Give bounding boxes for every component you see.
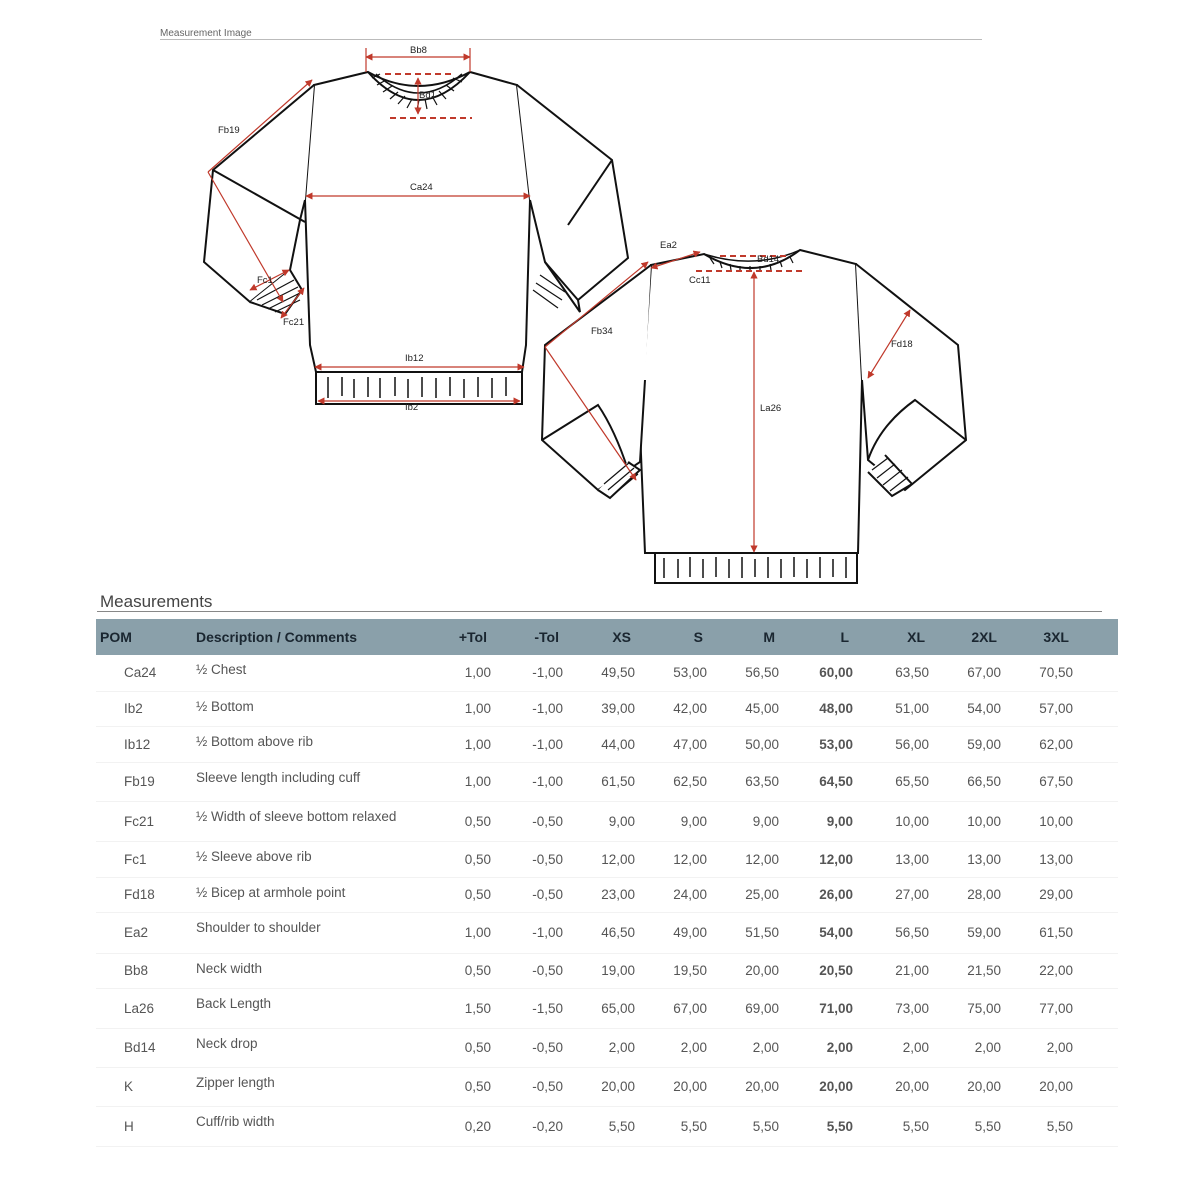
cell-tol-minus: -0,50 xyxy=(495,953,567,988)
cell-l: 54,00 xyxy=(783,912,857,953)
cell-xl: 20,00 xyxy=(857,1067,933,1106)
cell-desc: Neck width xyxy=(192,953,448,988)
cell-xxxl: 5,50 xyxy=(1005,1106,1077,1146)
cell-spacer xyxy=(1077,1028,1118,1067)
table-row xyxy=(96,988,1118,1028)
cell-l: 64,50 xyxy=(783,762,857,801)
cell-xl: 10,00 xyxy=(857,801,933,841)
cell-l: 2,00 xyxy=(783,1028,857,1067)
cell-tol-minus: -1,00 xyxy=(495,762,567,801)
cell-xs: 44,00 xyxy=(567,726,639,762)
table-row xyxy=(96,801,1118,841)
cell-spacer xyxy=(1077,877,1118,912)
cell-pom: Fc1 xyxy=(96,841,192,877)
cell-s: 47,00 xyxy=(639,726,711,762)
cell-xl: 2,00 xyxy=(857,1028,933,1067)
measurements-title: Measurements xyxy=(100,592,213,611)
cell-xxxl: 61,50 xyxy=(1005,912,1077,953)
cell-pom: Fd18 xyxy=(96,877,192,912)
measurements-table-body xyxy=(96,655,1118,1146)
cell-xl: 56,50 xyxy=(857,912,933,953)
cell-spacer xyxy=(1077,1106,1118,1146)
label-bb8: Bb8 xyxy=(410,45,427,56)
cell-xl: 63,50 xyxy=(857,655,933,691)
cell-tol-plus: 1,50 xyxy=(448,988,495,1028)
cell-l: 12,00 xyxy=(783,841,857,877)
cell-pom: Ib2 xyxy=(96,691,192,726)
cell-pom: Bd14 xyxy=(96,1028,192,1067)
cell-s: 5,50 xyxy=(639,1106,711,1146)
cell-xxxl: 13,00 xyxy=(1005,841,1077,877)
col-header-xs: XS xyxy=(567,619,639,655)
cell-s: 67,00 xyxy=(639,988,711,1028)
cell-tol-plus: 1,00 xyxy=(448,691,495,726)
cell-xxxl: 22,00 xyxy=(1005,953,1077,988)
cell-xs: 2,00 xyxy=(567,1028,639,1067)
cell-tol-minus: -0,50 xyxy=(495,1028,567,1067)
label-fc1: Fc1 xyxy=(257,275,273,286)
cell-xs: 23,00 xyxy=(567,877,639,912)
measurements-table xyxy=(96,619,1118,1147)
cell-pom: Ib12 xyxy=(96,726,192,762)
col-header-s: S xyxy=(639,619,711,655)
cell-tol-plus: 0,50 xyxy=(448,801,495,841)
cell-s: 24,00 xyxy=(639,877,711,912)
cell-xs: 19,00 xyxy=(567,953,639,988)
label-bd14: Bd14 xyxy=(757,254,780,265)
cell-desc: Neck drop xyxy=(192,1028,448,1067)
cell-xxl: 59,00 xyxy=(933,912,1005,953)
cell-tol-minus: -0,50 xyxy=(495,877,567,912)
cell-xxl: 20,00 xyxy=(933,1067,1005,1106)
cell-xl: 73,00 xyxy=(857,988,933,1028)
cell-tol-plus: 1,00 xyxy=(448,912,495,953)
cell-tol-plus: 1,00 xyxy=(448,762,495,801)
cell-m: 45,00 xyxy=(711,691,783,726)
cell-xs: 65,00 xyxy=(567,988,639,1028)
label-fd18: Fd18 xyxy=(891,339,913,350)
cell-xs: 49,50 xyxy=(567,655,639,691)
cell-s: 53,00 xyxy=(639,655,711,691)
cell-xxl: 75,00 xyxy=(933,988,1005,1028)
cell-tol-plus: 0,50 xyxy=(448,841,495,877)
cell-spacer xyxy=(1077,912,1118,953)
cell-spacer xyxy=(1077,762,1118,801)
cell-xxxl: 57,00 xyxy=(1005,691,1077,726)
cell-xl: 21,00 xyxy=(857,953,933,988)
table-row xyxy=(96,1028,1118,1067)
cell-s: 20,00 xyxy=(639,1067,711,1106)
cell-m: 50,00 xyxy=(711,726,783,762)
cell-spacer xyxy=(1077,988,1118,1028)
cell-xxl: 59,00 xyxy=(933,726,1005,762)
cell-pom: La26 xyxy=(96,988,192,1028)
cell-xxl: 67,00 xyxy=(933,655,1005,691)
col-header-tol-plus: +Tol xyxy=(448,619,495,655)
cell-tol-minus: -1,50 xyxy=(495,988,567,1028)
cell-desc: Shoulder to shoulder xyxy=(192,912,448,953)
table-row xyxy=(96,691,1118,726)
cell-tol-plus: 1,00 xyxy=(448,726,495,762)
cell-m: 12,00 xyxy=(711,841,783,877)
cell-l: 53,00 xyxy=(783,726,857,762)
cell-tol-plus: 1,00 xyxy=(448,655,495,691)
cell-xxl: 54,00 xyxy=(933,691,1005,726)
cell-tol-minus: -1,00 xyxy=(495,726,567,762)
table-row xyxy=(96,841,1118,877)
cell-xs: 5,50 xyxy=(567,1106,639,1146)
cell-tol-minus: -0,50 xyxy=(495,1067,567,1106)
cell-tol-plus: 0,20 xyxy=(448,1106,495,1146)
cell-pom: Ca24 xyxy=(96,655,192,691)
cell-s: 62,50 xyxy=(639,762,711,801)
cell-desc: Cuff/rib width xyxy=(192,1106,448,1146)
label-bd1: Bd1 xyxy=(419,90,436,101)
cell-desc: ½ Chest xyxy=(192,655,448,691)
cell-m: 63,50 xyxy=(711,762,783,801)
table-row xyxy=(96,762,1118,801)
cell-l: 20,50 xyxy=(783,953,857,988)
cell-tol-minus: -0,50 xyxy=(495,841,567,877)
cell-xs: 39,00 xyxy=(567,691,639,726)
cell-s: 9,00 xyxy=(639,801,711,841)
cell-m: 56,50 xyxy=(711,655,783,691)
cell-xxxl: 10,00 xyxy=(1005,801,1077,841)
cell-l: 60,00 xyxy=(783,655,857,691)
cell-spacer xyxy=(1077,726,1118,762)
cell-xl: 13,00 xyxy=(857,841,933,877)
table-row xyxy=(96,953,1118,988)
table-row xyxy=(96,726,1118,762)
cell-l: 9,00 xyxy=(783,801,857,841)
cell-xxxl: 20,00 xyxy=(1005,1067,1077,1106)
cell-pom: Ea2 xyxy=(96,912,192,953)
cell-xxl: 2,00 xyxy=(933,1028,1005,1067)
cell-desc: Back Length xyxy=(192,988,448,1028)
col-header-3xl: 3XL xyxy=(1005,619,1077,655)
measurements-divider xyxy=(97,611,1102,612)
label-ca24: Ca24 xyxy=(410,182,433,193)
cell-m: 25,00 xyxy=(711,877,783,912)
col-header-tol-minus: -Tol xyxy=(495,619,567,655)
col-header-m: M xyxy=(711,619,783,655)
cell-tol-minus: -0,20 xyxy=(495,1106,567,1146)
cell-spacer xyxy=(1077,801,1118,841)
cell-s: 2,00 xyxy=(639,1028,711,1067)
label-fb34: Fb34 xyxy=(591,326,613,337)
cell-tol-plus: 0,50 xyxy=(448,953,495,988)
cell-l: 48,00 xyxy=(783,691,857,726)
cell-desc: ½ Bicep at armhole point xyxy=(192,877,448,912)
cell-m: 9,00 xyxy=(711,801,783,841)
cell-tol-plus: 0,50 xyxy=(448,1067,495,1106)
cell-s: 42,00 xyxy=(639,691,711,726)
cell-m: 51,50 xyxy=(711,912,783,953)
cell-pom: K xyxy=(96,1067,192,1106)
cell-xxl: 13,00 xyxy=(933,841,1005,877)
cell-l: 20,00 xyxy=(783,1067,857,1106)
cell-xxxl: 77,00 xyxy=(1005,988,1077,1028)
cell-tol-minus: -1,00 xyxy=(495,912,567,953)
cell-xxl: 21,50 xyxy=(933,953,1005,988)
cell-desc: ½ Bottom above rib xyxy=(192,726,448,762)
table-row xyxy=(96,1067,1118,1106)
cell-spacer xyxy=(1077,953,1118,988)
cell-pom: H xyxy=(96,1106,192,1146)
cell-pom: Bb8 xyxy=(96,953,192,988)
cell-tol-plus: 0,50 xyxy=(448,877,495,912)
cell-desc: Zipper length xyxy=(192,1067,448,1106)
cell-xl: 65,50 xyxy=(857,762,933,801)
label-ea2: Ea2 xyxy=(660,240,677,251)
cell-xl: 56,00 xyxy=(857,726,933,762)
table-row xyxy=(96,912,1118,953)
cell-xxxl: 62,00 xyxy=(1005,726,1077,762)
col-header-xl: XL xyxy=(857,619,933,655)
label-cc11: Cc11 xyxy=(689,275,711,286)
cell-l: 5,50 xyxy=(783,1106,857,1146)
cell-xs: 61,50 xyxy=(567,762,639,801)
table-row xyxy=(96,655,1118,691)
cell-xxxl: 70,50 xyxy=(1005,655,1077,691)
cell-l: 26,00 xyxy=(783,877,857,912)
label-fc21: Fc21 xyxy=(283,317,305,328)
cell-xl: 27,00 xyxy=(857,877,933,912)
label-fb19: Fb19 xyxy=(218,125,240,136)
cell-pom: Fc21 xyxy=(96,801,192,841)
cell-xxxl: 29,00 xyxy=(1005,877,1077,912)
cell-xl: 51,00 xyxy=(857,691,933,726)
cell-l: 71,00 xyxy=(783,988,857,1028)
cell-desc: ½ Bottom xyxy=(192,691,448,726)
label-ib2: Ib2 xyxy=(405,402,419,413)
cell-desc: ½ Sleeve above rib xyxy=(192,841,448,877)
cell-s: 19,50 xyxy=(639,953,711,988)
cell-xxxl: 2,00 xyxy=(1005,1028,1077,1067)
col-header-l: L xyxy=(783,619,857,655)
cell-spacer xyxy=(1077,691,1118,726)
table-row xyxy=(96,877,1118,912)
cell-tol-minus: -1,00 xyxy=(495,655,567,691)
col-header-description: Description / Comments xyxy=(192,619,448,655)
cell-xs: 9,00 xyxy=(567,801,639,841)
cell-spacer xyxy=(1077,1067,1118,1106)
cell-s: 12,00 xyxy=(639,841,711,877)
table-row xyxy=(96,1106,1118,1146)
cell-xs: 20,00 xyxy=(567,1067,639,1106)
cell-pom: Fb19 xyxy=(96,762,192,801)
measurement-image-caption: Measurement Image xyxy=(160,28,252,39)
cell-xxxl: 67,50 xyxy=(1005,762,1077,801)
table-header-row xyxy=(96,619,1118,655)
cell-s: 49,00 xyxy=(639,912,711,953)
col-header-2xl: 2XL xyxy=(933,619,1005,655)
cell-desc: Sleeve length including cuff xyxy=(192,762,448,801)
cell-m: 5,50 xyxy=(711,1106,783,1146)
cell-xxl: 5,50 xyxy=(933,1106,1005,1146)
cell-m: 2,00 xyxy=(711,1028,783,1067)
col-header-spacer xyxy=(1077,619,1118,655)
cell-m: 69,00 xyxy=(711,988,783,1028)
cell-tol-minus: -1,00 xyxy=(495,691,567,726)
cell-xs: 46,50 xyxy=(567,912,639,953)
cell-xl: 5,50 xyxy=(857,1106,933,1146)
cell-desc: ½ Width of sleeve bottom relaxed xyxy=(192,801,448,841)
cell-spacer xyxy=(1077,841,1118,877)
cell-tol-minus: -0,50 xyxy=(495,801,567,841)
cell-tol-plus: 0,50 xyxy=(448,1028,495,1067)
cell-xxl: 28,00 xyxy=(933,877,1005,912)
label-ib12: Ib12 xyxy=(405,353,424,364)
cell-xs: 12,00 xyxy=(567,841,639,877)
cell-xxl: 66,50 xyxy=(933,762,1005,801)
cell-spacer xyxy=(1077,655,1118,691)
cell-xxl: 10,00 xyxy=(933,801,1005,841)
label-la26: La26 xyxy=(760,403,782,414)
cell-m: 20,00 xyxy=(711,953,783,988)
cell-m: 20,00 xyxy=(711,1067,783,1106)
col-header-pom: POM xyxy=(96,619,192,655)
